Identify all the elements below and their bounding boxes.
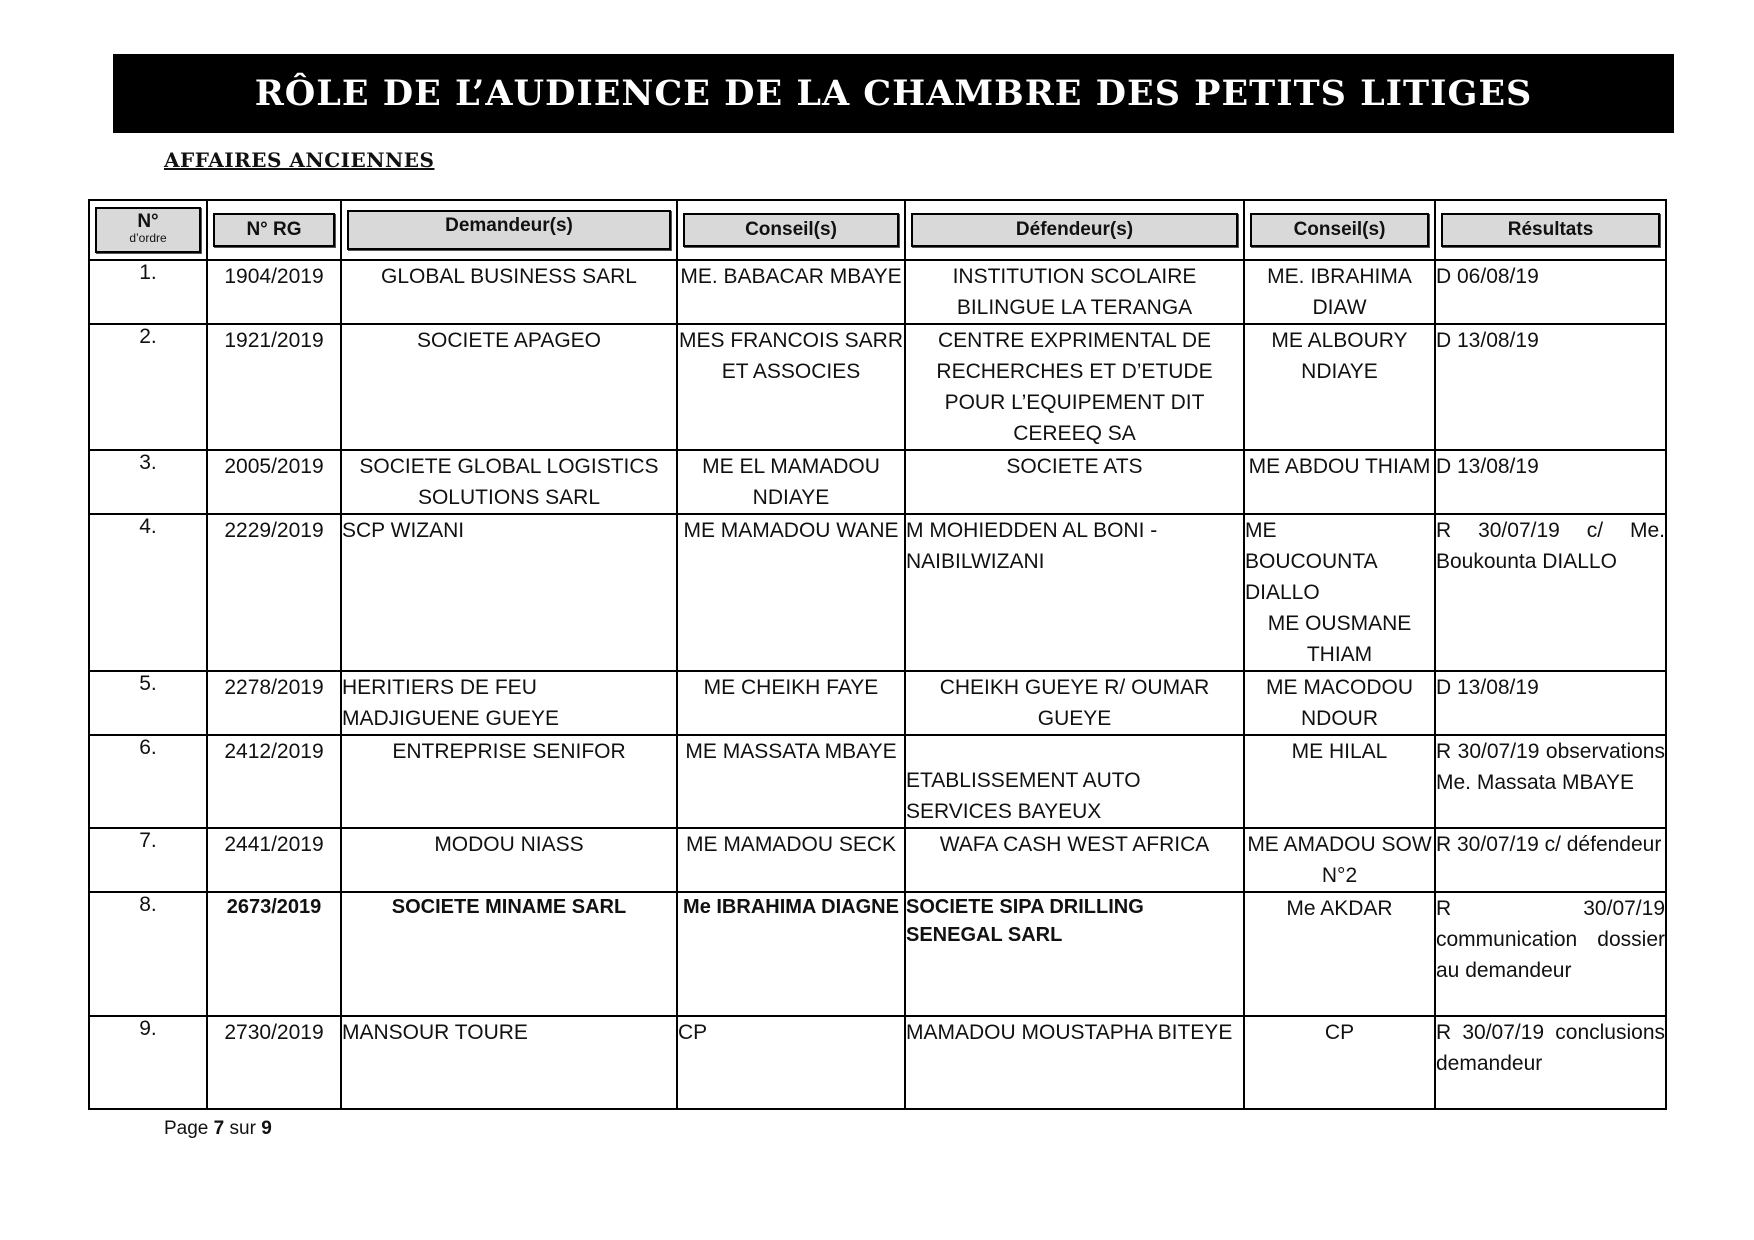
resultat-cell: D 13/08/19 xyxy=(1435,324,1666,450)
table-row xyxy=(89,671,1666,735)
footer-page-label: Page xyxy=(164,1118,209,1139)
row-number: 3. xyxy=(89,450,207,514)
demandeur-cell: SOCIETE APAGEO xyxy=(341,324,677,450)
demandeur-cell: HERITIERS DE FEU MADJIGUENE GUEYE xyxy=(341,671,677,735)
footer-sur-label: sur xyxy=(229,1118,256,1139)
conseil-defendeur-cell: Me AKDAR xyxy=(1244,892,1435,1016)
demandeur-cell: ENTREPRISE SENIFOR xyxy=(341,735,677,828)
rg-cell: 1921/2019 xyxy=(207,324,341,450)
conseil-demandeur-cell: ME MASSATA MBAYE xyxy=(677,735,905,828)
resultat-cell: R 30/07/19 c/ Me. Boukounta DIALLO xyxy=(1435,514,1666,671)
row-number: 2. xyxy=(89,324,207,450)
rg-cell: 2278/2019 xyxy=(207,671,341,735)
header-demandeurs: Demandeur(s) xyxy=(341,200,677,260)
conseil-defendeur-cell: ME AMADOU SOW N°2 xyxy=(1244,828,1435,892)
table-row xyxy=(89,828,1666,892)
conseil-defendeur-cell: ME ABDOU THIAM xyxy=(1244,450,1435,514)
conseil-defendeur-cell: ME ALBOURY NDIAYE xyxy=(1244,324,1435,450)
resultat-cell: R 30/07/19 observations Me. Massata MBAYE xyxy=(1435,735,1666,828)
defendeur-cell: CHEIKH GUEYE R/ OUMAR GUEYE xyxy=(905,671,1244,735)
demandeur-cell: MANSOUR TOURE xyxy=(341,1016,677,1109)
rg-cell: 2412/2019 xyxy=(207,735,341,828)
row-number: 5. xyxy=(89,671,207,735)
conseil-demandeur-cell: ME MAMADOU WANE xyxy=(677,514,905,671)
table-row xyxy=(89,260,1666,324)
conseil-demandeur-cell: MES FRANCOIS SARR ET ASSOCIES xyxy=(677,324,905,450)
conseil-defendeur-cell: ME. IBRAHIMA DIAW xyxy=(1244,260,1435,324)
row-number: 7. xyxy=(89,828,207,892)
table-row xyxy=(89,735,1666,828)
row-number: 1. xyxy=(89,260,207,324)
table-header-row xyxy=(89,200,1666,260)
table-row xyxy=(89,450,1666,514)
conseil-defendeur-cell: ME HILAL xyxy=(1244,735,1435,828)
demandeur-cell: SOCIETE MINAME SARL xyxy=(341,892,677,1016)
resultat-cell: R 30/07/19 communication dossier au demandeur xyxy=(1435,892,1666,1016)
conseil-defendeur-cell xyxy=(1244,514,1435,671)
page-footer xyxy=(164,1118,272,1140)
header-conseil-defendeur: Conseil(s) xyxy=(1244,200,1435,260)
header-conseil-demandeur: Conseil(s) xyxy=(677,200,905,260)
defendeur-cell: M MOHIEDDEN AL BONI - NAIBILWIZANI xyxy=(905,514,1244,671)
table-row xyxy=(89,514,1666,671)
demandeur-cell: GLOBAL BUSINESS SARL xyxy=(341,260,677,324)
table-row xyxy=(89,324,1666,450)
conseil-defendeur-cell: CP xyxy=(1244,1016,1435,1109)
conseil-demandeur-cell: ME. BABACAR MBAYE xyxy=(677,260,905,324)
header-defendeurs: Défendeur(s) xyxy=(905,200,1244,260)
page-title: RÔLE DE L’AUDIENCE DE LA CHAMBRE DES PETITS LITIGES xyxy=(254,73,1533,114)
rg-cell: 2229/2019 xyxy=(207,514,341,671)
row-number: 9. xyxy=(89,1016,207,1109)
rg-cell: 2441/2019 xyxy=(207,828,341,892)
conseil-defendeur-cell: ME MACODOU NDOUR xyxy=(1244,671,1435,735)
resultat-cell: R 30/07/19 c/ défendeur xyxy=(1435,828,1666,892)
demandeur-cell: MODOU NIASS xyxy=(341,828,677,892)
defendeur-cell: WAFA CASH WEST AFRICA xyxy=(905,828,1244,892)
rg-cell: 2673/2019 xyxy=(207,892,341,1016)
hearing-schedule-table xyxy=(88,199,1667,1110)
defendeur-cell: ETABLISSEMENT AUTO SERVICES BAYEUX xyxy=(905,735,1244,828)
rg-cell: 2005/2019 xyxy=(207,450,341,514)
demandeur-cell: SCP WIZANI xyxy=(341,514,677,671)
rg-cell: 2730/2019 xyxy=(207,1016,341,1109)
resultat-cell: D 06/08/19 xyxy=(1435,260,1666,324)
footer-current-page: 7 xyxy=(213,1118,225,1139)
row-number: 6. xyxy=(89,735,207,828)
header-order: N° d’ordre xyxy=(89,200,207,260)
conseil-demandeur-cell: ME EL MAMADOU NDIAYE xyxy=(677,450,905,514)
footer-total-pages: 9 xyxy=(261,1118,272,1139)
conseil-demandeur-cell: CP xyxy=(677,1016,905,1109)
defendeur-cell: SOCIETE ATS xyxy=(905,450,1244,514)
resultat-cell: D 13/08/19 xyxy=(1435,671,1666,735)
conseil-demandeur-cell: ME CHEIKH FAYE xyxy=(677,671,905,735)
conseil-defendeur-primary: ME BOUCOUNTA DIALLO xyxy=(1245,519,1377,604)
rg-cell: 1904/2019 xyxy=(207,260,341,324)
defendeur-cell: SOCIETE SIPA DRILLING SENEGAL SARL xyxy=(905,892,1244,1016)
resultat-cell: D 13/08/19 xyxy=(1435,450,1666,514)
row-number: 4. xyxy=(89,514,207,671)
row-number: 8. xyxy=(89,892,207,1016)
title-banner xyxy=(113,54,1674,133)
defendeur-cell: CENTRE EXPRIMENTAL DE RECHERCHES ET D’ETUDE POUR L’EQUIPEMENT DIT CEREEQ SA xyxy=(905,324,1244,450)
conseil-demandeur-cell: Me IBRAHIMA DIAGNE xyxy=(677,892,905,1016)
demandeur-cell: SOCIETE GLOBAL LOGISTICS SOLUTIONS SARL xyxy=(341,450,677,514)
defendeur-cell: INSTITUTION SCOLAIRE BILINGUE LA TERANGA xyxy=(905,260,1244,324)
resultat-cell: R 30/07/19 conclusions demandeur xyxy=(1435,1016,1666,1109)
header-resultats: Résultats xyxy=(1435,200,1666,260)
table-row xyxy=(89,892,1666,1016)
section-heading: AFFAIRES ANCIENNES xyxy=(164,148,435,172)
conseil-demandeur-cell: ME MAMADOU SECK xyxy=(677,828,905,892)
header-rg: N° RG xyxy=(207,200,341,260)
conseil-defendeur-secondary: ME OUSMANE THIAM xyxy=(1267,612,1412,666)
defendeur-cell: MAMADOU MOUSTAPHA BITEYE xyxy=(905,1016,1244,1109)
table-row xyxy=(89,1016,1666,1109)
